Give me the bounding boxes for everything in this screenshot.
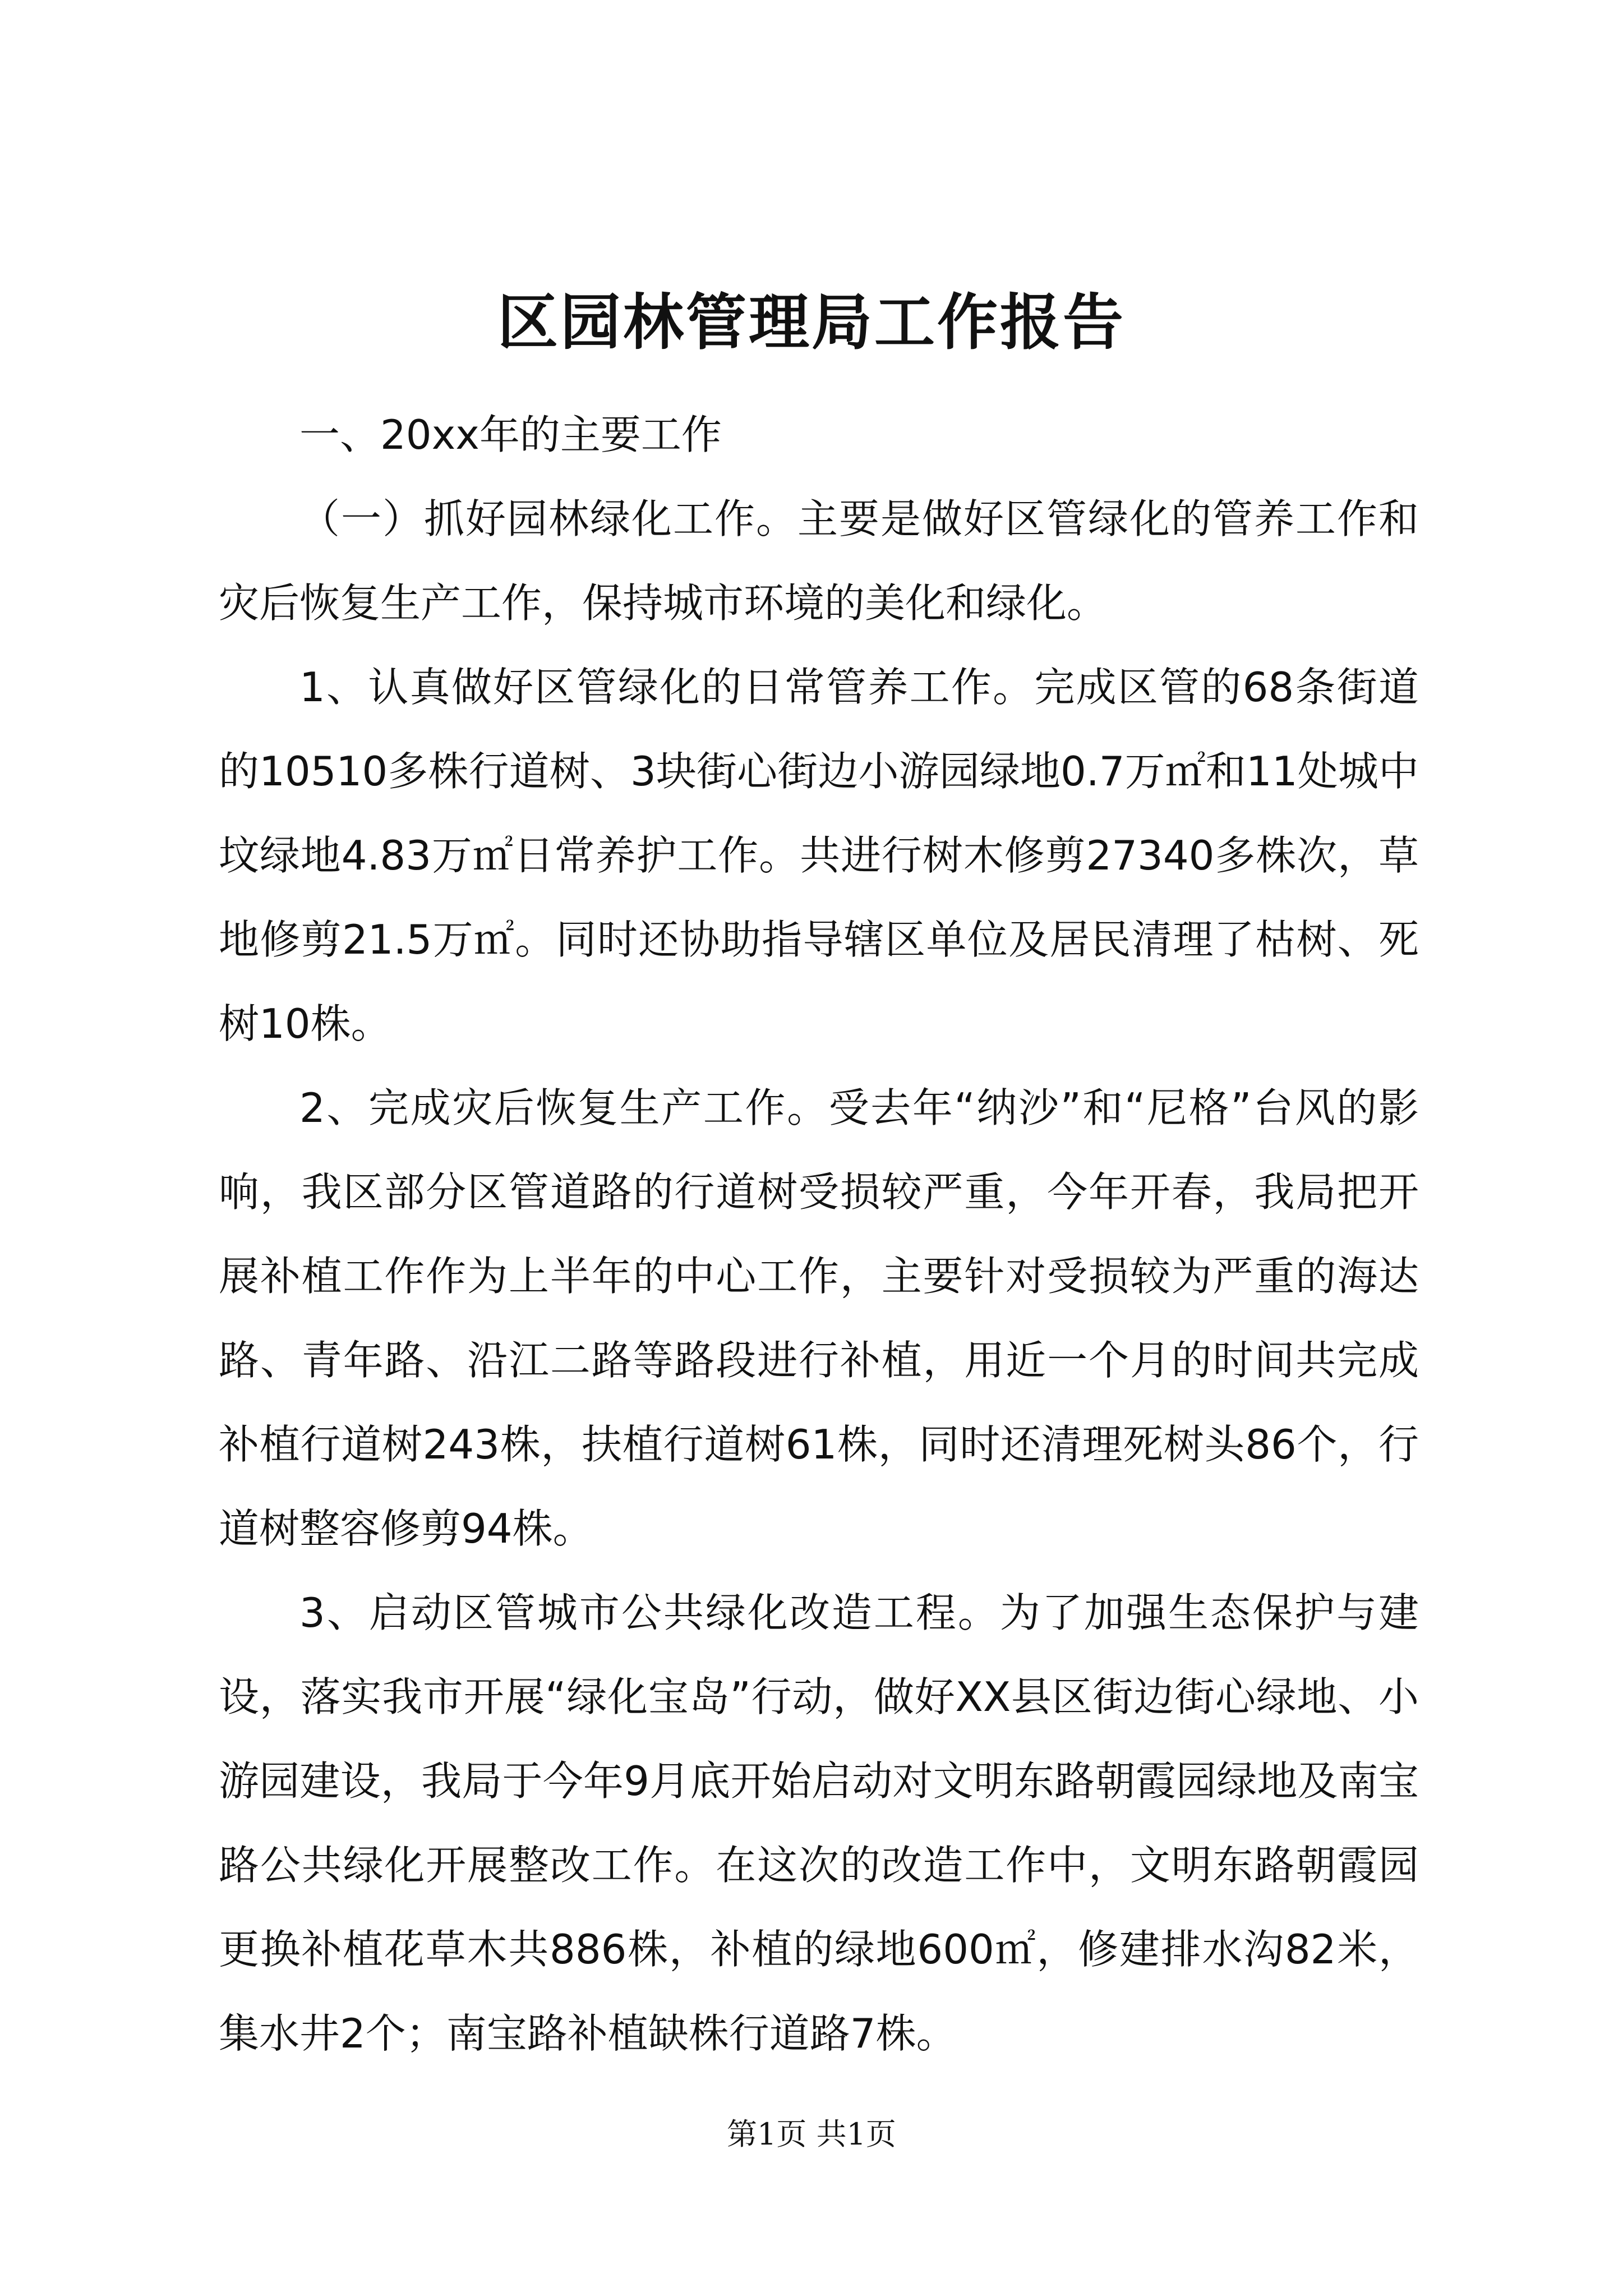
page-footer: 第1页 共1页 <box>727 2116 896 2152</box>
document-title: 区园林管理局工作报告 <box>497 287 1126 358</box>
document-body <box>219 393 1419 2076</box>
section-heading: 一、20xx年的主要工作 <box>299 411 722 458</box>
body-paragraph-3: 3、启动区管城市公共绿化改造工程。为了加强生态保护与建设，落实我市开展“绿化宝岛”行动，做好XX县区街边街心绿地、小游园建设，我局于今年9月底开始启动对文明东路朝霞园绿地及南宝路公共绿化开展整改工作。在这次的改造工作中，文明东路朝霞园更换补植花草木共886株，补植的绿地600㎡，修建排水沟82米，集水井2个；南宝路补植缺株行道路7株。 <box>219 1589 1419 2057</box>
body-paragraph-1: 1、认真做好区管绿化的日常管养工作。完成区管的68条街道的10510多株行道树、3块街心街边小游园绿地0.7万㎡和11处城中坟绿地4.83万㎡日常养护工作。共进行树木修剪27340多株次，草地修剪21.5万㎡。同时还协助指导辖区单位及居民清理了枯树、死树10株。 <box>219 664 1419 1047</box>
subsection-paragraph: （一）抓好园林绿化工作。主要是做好区管绿化的管养工作和灾后恢复生产工作，保持城市环境的美化和绿化。 <box>219 495 1419 627</box>
body-paragraph-2: 2、完成灾后恢复生产工作。受去年“纳沙”和“尼格”台风的影响，我区部分区管道路的行道树受损较严重，今年开春，我局把开展补植工作作为上半年的中心工作，主要针对受损较为严重的海达路、青年路、沿江二路等路段进行补植，用近一个月的时间共完成补植行道树243株，扶植行道树61株，同时还清理死树头86个，行道树整容修剪94株。 <box>219 1084 1419 1552</box>
